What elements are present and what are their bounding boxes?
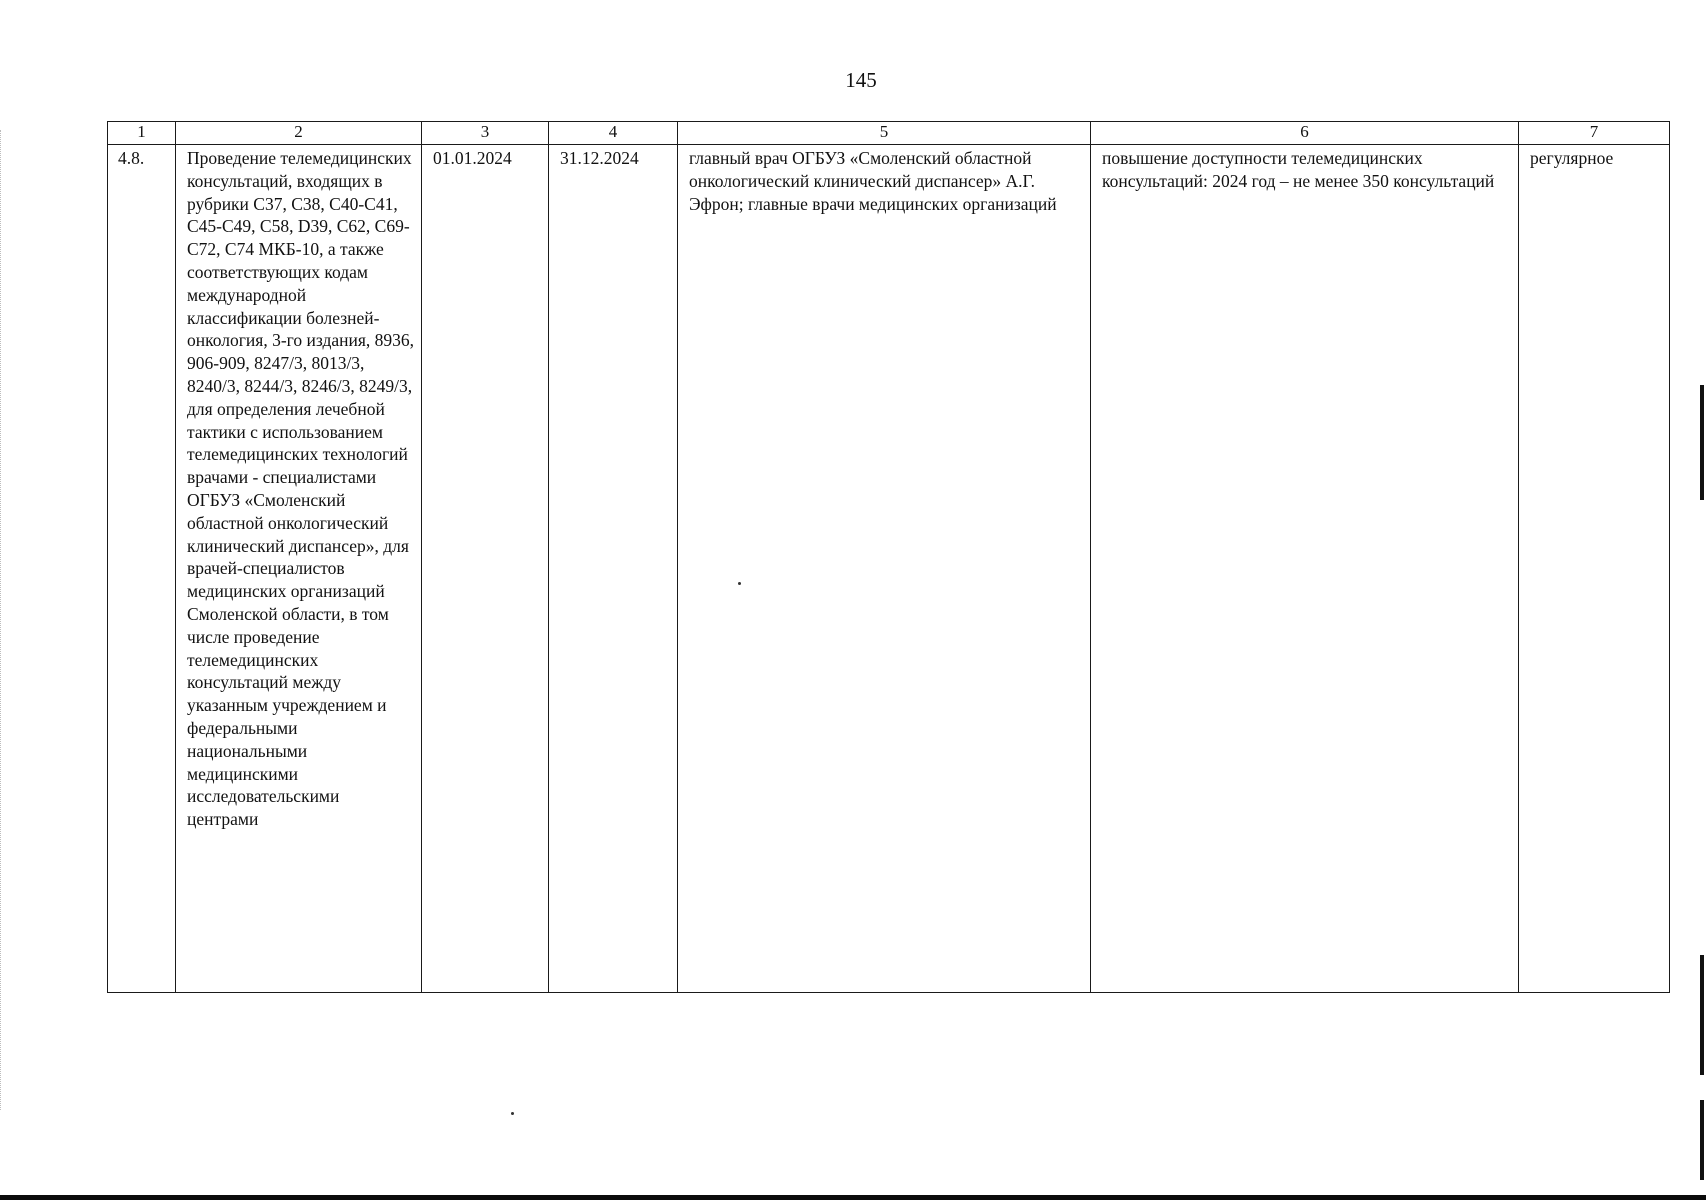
responsible-persons: главный врач ОГБУЗ «Смоленский областной онкологический клинический диспансер» А.Г. Эфрон; главные врачи медицинских организаций: [678, 145, 1091, 993]
periodicity: регулярное: [1519, 145, 1670, 993]
scan-speck: [738, 582, 741, 585]
header-row: [108, 122, 1670, 145]
header-col-7: 7: [1519, 122, 1670, 145]
table-row: [108, 145, 1670, 993]
scan-edge-mark-bottom: [1700, 1100, 1704, 1180]
header-col-4: 4: [549, 122, 678, 145]
scan-speck: [511, 1112, 514, 1115]
scan-edge-mark-lower: [1700, 955, 1704, 1075]
expected-result: повышение доступности телемедицинских консультаций: 2024 год – не менее 350 консультаций: [1091, 145, 1519, 993]
header-col-2: 2: [176, 122, 422, 145]
start-date: 01.01.2024: [422, 145, 549, 993]
page-number: 145: [845, 68, 877, 92]
scan-edge-left: [0, 130, 4, 1110]
scan-edge-mark-upper: [1700, 385, 1704, 500]
row-number: 4.8.: [108, 145, 176, 993]
end-date: 31.12.2024: [549, 145, 678, 993]
activity-description: Проведение телемедицинских консультаций, входящих в рубрики С37, С38, С40-С41, С45-С49, С58, D39, С62, С69-С72, С74 МКБ-10, а также соответствующих кодам международной классификации болезней-онкология, 3-го издания, 8936, 906-909, 8247/3, 8013/3, 8240/3, 8244/3, 8246/3, 8249/3, для определения лечебной тактики с использованием телемедицинских технологий врачами - специалистами ОГБУЗ «Смоленский областной онкологический клинический диспансер», для врачей-специалистов медицинских организаций Смоленской области, в том числе проведение телемедицинских консультаций между указанным учреждением и федеральными национальными медицинскими исследовательскими центрами: [176, 145, 422, 993]
header-col-6: 6: [1091, 122, 1519, 145]
plan-table: [107, 121, 1670, 993]
header-col-1: 1: [108, 122, 176, 145]
header-col-3: 3: [422, 122, 549, 145]
scan-bottom-bar: [0, 1195, 1706, 1200]
header-col-5: 5: [678, 122, 1091, 145]
